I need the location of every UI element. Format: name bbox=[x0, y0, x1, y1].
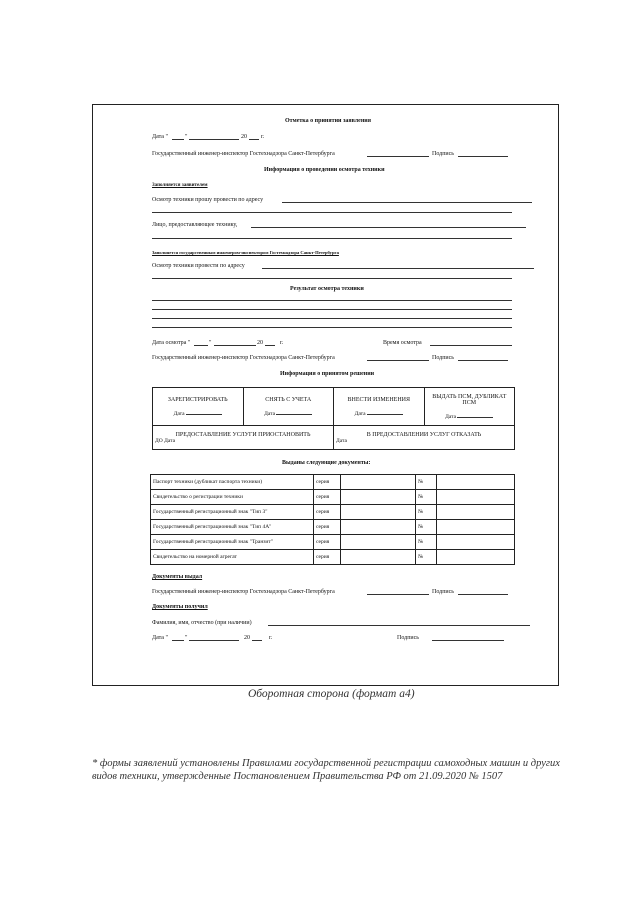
receive-day-field[interactable] bbox=[172, 640, 184, 641]
acceptance-date-prefix: Дата " bbox=[152, 134, 168, 140]
result-line-1[interactable] bbox=[152, 300, 512, 301]
number-field[interactable] bbox=[437, 535, 515, 550]
issued-document-row bbox=[151, 490, 515, 505]
inspector-label-2: Государственный инженер-инспектор Гостехнадзора Санкт-Петербурга bbox=[152, 355, 335, 361]
series-label: серия bbox=[314, 535, 341, 550]
inspection-year-prefix: 20 bbox=[257, 340, 263, 346]
series-field[interactable] bbox=[341, 490, 416, 505]
receive-year-suffix: г. bbox=[269, 635, 273, 641]
result-heading: Результат осмотра техники bbox=[290, 286, 364, 292]
decision-heading: Информация о принятом решении bbox=[280, 371, 375, 377]
number-label: № bbox=[416, 550, 437, 565]
decision-refuse[interactable] bbox=[334, 426, 515, 450]
inspect-address-field-2[interactable] bbox=[152, 212, 512, 213]
decision-change[interactable] bbox=[334, 388, 425, 426]
decision-date-label: Дата bbox=[173, 410, 185, 417]
person-providing-label: Лицо, предоставляющее технику, bbox=[152, 222, 238, 228]
inspector-name-field[interactable] bbox=[367, 156, 429, 157]
signature-field[interactable] bbox=[458, 156, 508, 157]
inspection-day-field[interactable] bbox=[194, 345, 208, 346]
inspector-name-field-2[interactable] bbox=[367, 360, 429, 361]
series-field[interactable] bbox=[341, 535, 416, 550]
signature-label-2: Подпись bbox=[432, 355, 455, 361]
decision-table bbox=[152, 387, 515, 450]
applicant-section-label: Заполняется заявителем bbox=[152, 183, 208, 188]
date-year-field[interactable] bbox=[249, 139, 259, 140]
docs-issued-label: Документы выдал bbox=[152, 574, 203, 580]
date-year-suffix: г. bbox=[261, 134, 265, 140]
docs-received-label: Документы получил bbox=[152, 604, 208, 610]
decision-deregister-label: СНЯТЬ С УЧЕТА bbox=[265, 396, 312, 403]
issued-document-row bbox=[151, 475, 515, 490]
decision-deregister[interactable] bbox=[243, 388, 334, 426]
decision-register[interactable] bbox=[153, 388, 244, 426]
decision-refuse-label: В ПРЕДОСТАВЛЕНИИ УСЛУГ ОТКАЗАТЬ bbox=[366, 431, 482, 438]
series-label: серия bbox=[314, 520, 341, 535]
date-day-field[interactable] bbox=[172, 139, 184, 140]
document-name: Свидетельство на номерной агрегат bbox=[151, 550, 314, 565]
decision-suspend[interactable] bbox=[153, 426, 334, 450]
number-label: № bbox=[416, 520, 437, 535]
footnote: * формы заявлений установлены Правилами государственной регистрации самоходных машин и других видов техники, утвержденные Постановлением Правительства РФ от 21.09.2020 № 1507 bbox=[92, 758, 560, 782]
receive-year-prefix: 20 bbox=[244, 635, 250, 641]
receive-signature-field[interactable] bbox=[432, 640, 504, 641]
result-line-2[interactable] bbox=[152, 309, 512, 310]
document-name: Паспорт техники (дубликат паспорта техники) bbox=[151, 475, 314, 490]
number-field[interactable] bbox=[437, 550, 515, 565]
signature-label-3: Подпись bbox=[432, 589, 455, 595]
number-label: № bbox=[416, 505, 437, 520]
document-name: Государственный регистрационный знак "Тип 3" bbox=[151, 505, 314, 520]
series-label: серия bbox=[314, 490, 341, 505]
inspector-section-label: Заполняется государственным инженером-инспектором Гостехнадзора Санкт-Петербурга bbox=[152, 250, 339, 255]
result-line-4[interactable] bbox=[152, 327, 512, 328]
inspector-name-field-3[interactable] bbox=[367, 594, 429, 595]
full-name-label: Фамилия, имя, отчество (при наличии) bbox=[152, 620, 252, 626]
number-label: № bbox=[416, 490, 437, 505]
inspection-time-field[interactable] bbox=[430, 345, 512, 346]
decision-issue-psm-label: ВЫДАТЬ ПСМ, ДУБЛИКАТ ПСМ bbox=[432, 393, 507, 406]
suspend-until-label: ДО bbox=[155, 437, 163, 444]
person-providing-field-2[interactable] bbox=[152, 238, 512, 239]
series-label: серия bbox=[314, 475, 341, 490]
number-field[interactable] bbox=[437, 520, 515, 535]
inspection-time-label: Время осмотра bbox=[383, 340, 422, 346]
receive-date-quote: " bbox=[185, 635, 188, 641]
inspect-address-field[interactable] bbox=[282, 202, 532, 203]
inspection-year-field[interactable] bbox=[265, 345, 275, 346]
form-title: Отметка о принятии заявления bbox=[285, 118, 372, 124]
issued-heading: Выданы следующие документы: bbox=[282, 460, 371, 466]
inspection-date-quote: " bbox=[209, 340, 212, 346]
issued-document-row bbox=[151, 550, 515, 565]
inspection-info-heading: Информация о проведении осмотра техники bbox=[264, 167, 385, 173]
receive-signature-label: Подпись bbox=[397, 635, 420, 641]
decision-issue-psm[interactable] bbox=[424, 388, 515, 426]
number-label: № bbox=[416, 535, 437, 550]
signature-label: Подпись bbox=[432, 151, 455, 157]
page-caption: Оборотная сторона (формат а4) bbox=[248, 688, 415, 700]
number-label: № bbox=[416, 475, 437, 490]
signature-field-2[interactable] bbox=[458, 360, 508, 361]
date-quote: " bbox=[185, 134, 188, 140]
number-field[interactable] bbox=[437, 475, 515, 490]
decision-register-label: ЗАРЕГИСТРИРОВАТЬ bbox=[167, 396, 228, 403]
inspect-request-label: Осмотр техники прошу провести по адресу bbox=[152, 197, 264, 203]
issued-document-row bbox=[151, 535, 515, 550]
decision-date-label: Дата bbox=[354, 410, 366, 417]
inspect-at-field-2[interactable] bbox=[152, 278, 512, 279]
inspect-at-field[interactable] bbox=[262, 268, 534, 269]
date-year-prefix: 20 bbox=[241, 134, 247, 140]
date-month-field[interactable] bbox=[189, 139, 239, 140]
number-field[interactable] bbox=[437, 490, 515, 505]
decision-date-label: Дата bbox=[445, 413, 457, 420]
series-field[interactable] bbox=[341, 475, 416, 490]
inspector-label: Государственный инженер-инспектор Гостехнадзора Санкт-Петербурга bbox=[152, 151, 335, 157]
issued-document-row bbox=[151, 520, 515, 535]
inspector-label-3: Государственный инженер-инспектор Гостехнадзора Санкт-Петербурга bbox=[152, 589, 335, 595]
number-field[interactable] bbox=[437, 505, 515, 520]
series-field[interactable] bbox=[341, 520, 416, 535]
suspend-date-label: Дата bbox=[164, 437, 176, 444]
document-name: Свидетельство о регистрации техники bbox=[151, 490, 314, 505]
inspection-date-label: Дата осмотра " bbox=[152, 340, 191, 346]
decision-date-label: Дата bbox=[264, 410, 276, 417]
series-field[interactable] bbox=[341, 505, 416, 520]
receive-date-prefix: Дата " bbox=[152, 635, 168, 641]
inspection-month-field[interactable] bbox=[214, 345, 256, 346]
full-name-field[interactable] bbox=[268, 625, 530, 626]
inspection-year-suffix: г. bbox=[280, 340, 284, 346]
person-providing-field[interactable] bbox=[251, 227, 526, 228]
signature-field-3[interactable] bbox=[458, 594, 508, 595]
series-label: серия bbox=[314, 505, 341, 520]
series-field[interactable] bbox=[341, 550, 416, 565]
document-name: Государственный регистрационный знак "Тип 4А" bbox=[151, 520, 314, 535]
inspect-at-label: Осмотр техники провести по адресу bbox=[152, 263, 245, 269]
issued-documents-table bbox=[150, 474, 515, 565]
issued-document-row bbox=[151, 505, 515, 520]
document-name: Государственный регистрационный знак "Транзит" bbox=[151, 535, 314, 550]
receive-month-field[interactable] bbox=[189, 640, 239, 641]
result-line-3[interactable] bbox=[152, 318, 512, 319]
series-label: серия bbox=[314, 550, 341, 565]
refuse-date-label: Дата bbox=[336, 437, 347, 444]
receive-year-field[interactable] bbox=[252, 640, 262, 641]
decision-change-label: ВНЕСТИ ИЗМЕНЕНИЯ bbox=[347, 396, 410, 403]
decision-suspend-label: ПРЕДОСТАВЛЕНИЕ УСЛУГИ ПРИОСТАНОВИТЬ bbox=[175, 431, 311, 438]
